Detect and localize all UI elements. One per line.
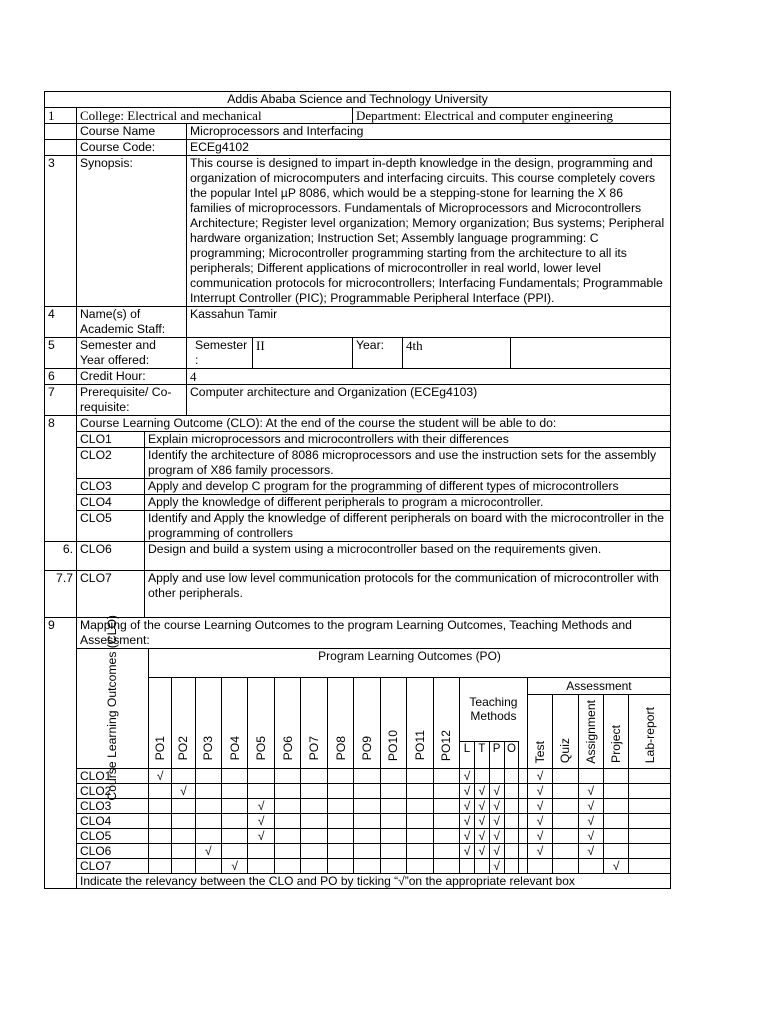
teaching-cell: √ [474, 843, 489, 858]
po-cell: √ [222, 858, 248, 873]
po-cell [327, 783, 353, 798]
po-column-label: PO5 [254, 736, 269, 761]
mapping-heading: Mapping of the course Learning Outcomes to the program Learning Outcomes, Teaching Methods and Assessment: [80, 618, 632, 647]
year-label: Year: [353, 338, 403, 369]
assessment-column-header [527, 695, 552, 769]
clo-row [77, 511, 671, 542]
po-cell [327, 768, 353, 783]
clo-id: CLO7 [77, 571, 145, 618]
po-cell [407, 843, 433, 858]
teaching-cell: √ [489, 843, 504, 858]
spacer-cell [519, 828, 527, 843]
teaching-cell: √ [489, 783, 504, 798]
clo-id: CLO1 [77, 432, 145, 448]
po-cell [222, 813, 248, 828]
clo-section [77, 416, 671, 542]
po-cell [407, 783, 433, 798]
assessment-cell [629, 843, 671, 858]
syllabus-table [44, 91, 671, 889]
po-cell [195, 798, 221, 813]
clo-text: Apply the knowledge of different peripherals to program a microcontroller. [145, 495, 671, 511]
teaching-column-label: P [489, 741, 504, 768]
teaching-cell [474, 768, 489, 783]
department-label: Department: [356, 108, 421, 123]
university-title: Addis Ababa Science and Technology University [45, 92, 671, 108]
po-cell [301, 828, 327, 843]
row-number: 7 [45, 385, 77, 416]
po-cell [301, 783, 327, 798]
department-value: Electrical and computer engineering [424, 108, 614, 123]
po-cell [380, 798, 406, 813]
po-cell [327, 798, 353, 813]
teaching-cell: √ [474, 798, 489, 813]
assessment-cell [553, 828, 578, 843]
row-number: 8 [45, 416, 77, 542]
po-cell [407, 768, 433, 783]
po-column-header [248, 678, 274, 769]
po-cell: √ [172, 783, 195, 798]
clo7-table [76, 570, 671, 618]
spacer-cell [519, 843, 527, 858]
assessment-cell [553, 813, 578, 828]
assessment-cell [578, 768, 603, 783]
teaching-cell: √ [489, 813, 504, 828]
assessment-cell [604, 798, 629, 813]
po-column-label: PO4 [227, 736, 242, 761]
mapping-row [77, 798, 671, 813]
teaching-cell [504, 858, 519, 873]
po-cell [195, 813, 221, 828]
clo-text: Apply and develop C program for the programming of different types of microcontrollers [145, 479, 671, 495]
prereq-value: Computer architecture and Organization (ECEg4103) [187, 385, 671, 416]
po-column-header [148, 678, 171, 769]
po-cell [301, 813, 327, 828]
year-value: 4th [403, 338, 511, 369]
mapping-row [77, 858, 671, 873]
teaching-column-label: O [504, 741, 519, 768]
po-cell [380, 828, 406, 843]
row-number: 6. [45, 542, 77, 571]
credit-label: Credit Hour: [77, 369, 187, 385]
clo-row [77, 448, 671, 479]
clo-table [76, 431, 671, 542]
clo6-table [76, 541, 671, 571]
po-cell [407, 813, 433, 828]
assessment-column-header [629, 695, 671, 769]
po-cell [148, 828, 171, 843]
po-column-label: PO8 [333, 736, 348, 761]
po-cell [248, 783, 274, 798]
po-cell [274, 813, 300, 828]
clo7-cell [77, 571, 671, 618]
mapping-footnote: Indicate the relevancy between the CLO and PO by ticking “√”on the appropriate relevant box [77, 873, 671, 888]
po-column-label: PO10 [386, 729, 401, 761]
po-cell [172, 813, 195, 828]
po-column-header [172, 678, 195, 769]
assessment-cell [553, 768, 578, 783]
clo-text: Design and build a system using a microcontroller based on the requirements given. [145, 542, 671, 571]
staff-value: Kassahun Tamir [187, 307, 671, 338]
po-column-header [354, 678, 380, 769]
college-label: College: [80, 108, 125, 123]
spacer-cell [519, 813, 527, 828]
clo-column-label: Course Learning Outcomes (CLO) [105, 615, 120, 802]
synopsis-label: Synopsis: [77, 156, 187, 307]
po-column-header [380, 678, 406, 769]
po-column-label: PO7 [307, 736, 322, 761]
assessment-cell: √ [527, 783, 552, 798]
assessment-cell [604, 783, 629, 798]
teaching-cell [504, 843, 519, 858]
teaching-cell: √ [474, 783, 489, 798]
po-cell [354, 858, 380, 873]
assessment-cell [629, 768, 671, 783]
mapping-row [77, 768, 671, 783]
po-cell: √ [248, 798, 274, 813]
teaching-cell: √ [489, 828, 504, 843]
po-column-header [407, 678, 433, 769]
teaching-cell [504, 813, 519, 828]
po-cell [222, 843, 248, 858]
mapping-clo-id: CLO4 [77, 813, 149, 828]
teaching-cell [460, 858, 475, 873]
assessment-column-label: Lab-report [642, 707, 657, 764]
spacer-cell [519, 858, 527, 873]
assessment-cell [629, 783, 671, 798]
teaching-cell: √ [460, 843, 475, 858]
po-cell [327, 828, 353, 843]
po-cell [195, 858, 221, 873]
assessment-cell: √ [527, 798, 552, 813]
po-cell [148, 843, 171, 858]
teaching-cell: √ [460, 828, 475, 843]
assessment-cell [527, 858, 552, 873]
assessment-column-label: Quiz [558, 738, 573, 764]
clo-id: CLO3 [77, 479, 145, 495]
po-cell [222, 828, 248, 843]
po-cell [148, 813, 171, 828]
teaching-cell: √ [460, 783, 475, 798]
teaching-cell [489, 768, 504, 783]
assessment-column-header [578, 695, 603, 769]
course-code-value: ECEg4102 [187, 140, 671, 156]
clo-row [77, 479, 671, 495]
row-number: 3 [45, 156, 77, 307]
po-cell [354, 813, 380, 828]
po-cell: √ [248, 813, 274, 828]
po-cell [301, 843, 327, 858]
assessment-cell: √ [527, 768, 552, 783]
po-cell [148, 858, 171, 873]
spacer-cell [519, 798, 527, 813]
assessment-cell [553, 783, 578, 798]
college-cell [77, 108, 353, 124]
teaching-cell [504, 798, 519, 813]
po-column-header [327, 678, 353, 769]
po-cell: √ [148, 768, 171, 783]
clo-id: CLO6 [77, 542, 145, 571]
teaching-cell [504, 783, 519, 798]
clo-row [77, 495, 671, 511]
po-cell: √ [248, 828, 274, 843]
clo-row [77, 571, 671, 618]
clo-text: Apply and use low level communication protocols for the communication of microcontroller with other peripherals. [145, 571, 671, 618]
teaching-cell: √ [474, 813, 489, 828]
assessment-column-label: Project [609, 725, 624, 764]
teaching-spacer [519, 741, 527, 768]
po-cell [407, 858, 433, 873]
assessment-cell: √ [527, 813, 552, 828]
assessment-cell [604, 768, 629, 783]
semester-sublabel: Semester : [187, 338, 253, 369]
po-column-label: PO9 [359, 736, 374, 761]
college-value: Electrical and mechanical [127, 108, 262, 123]
po-cell [407, 828, 433, 843]
po-cell [380, 783, 406, 798]
assessment-cell: √ [578, 828, 603, 843]
clo6-cell [77, 542, 671, 571]
po-cell [172, 768, 195, 783]
prereq-label: Prerequisite/ Co-requisite: [77, 385, 187, 416]
credit-value: 4 [187, 369, 671, 385]
assessment-cell [629, 798, 671, 813]
clo-id: CLO4 [77, 495, 145, 511]
po-cell [327, 858, 353, 873]
po-cell [274, 783, 300, 798]
assessment-column-header [553, 695, 578, 769]
assessment-cell [629, 813, 671, 828]
po-cell [354, 798, 380, 813]
po-column-header [433, 678, 459, 769]
assessment-cell: √ [578, 813, 603, 828]
po-column-header [301, 678, 327, 769]
teaching-title: Teaching Methods [460, 695, 528, 742]
synopsis-text: This course is designed to impart in-depth knowledge in the design, programming and organization of microcomputers and interfacing circuits. This course completely covers the popular Intel µP 8086, which would be a stepping-stone for learning the X 86 families of microprocessors. Fundamentals of Microprocessors and Microcontrollers Architecture; Register level organization; Memory organization; Bus systems; Peripheral hardware organization; Instruction Set; Assembly language programming: C programming; Microcontroller programming starting from the architecture to all its peripherals; Different applications of microcontroller in real world, lower level communication protocols for microcontrollers; Interfacing Fundamentals; Programmable Interrupt Controller (PIC); Programmable Peripheral Interface (PPI). [187, 156, 671, 307]
teaching-cell [474, 858, 489, 873]
po-cell [172, 843, 195, 858]
row-number: 5 [45, 338, 77, 369]
po-cell [380, 843, 406, 858]
po-cell [301, 768, 327, 783]
row-number: 4 [45, 307, 77, 338]
teaching-spacer [460, 678, 528, 695]
mapping-clo-id: CLO7 [77, 858, 149, 873]
po-cell [327, 813, 353, 828]
row-number: 1 [45, 108, 77, 124]
spacer-cell [519, 783, 527, 798]
assessment-cell: √ [578, 783, 603, 798]
assessment-cell [553, 843, 578, 858]
assessment-cell [604, 828, 629, 843]
mapping-clo-id: CLO1 [77, 768, 149, 783]
po-column-header [195, 678, 221, 769]
mapping-clo-id: CLO3 [77, 798, 149, 813]
teaching-cell: √ [489, 798, 504, 813]
assessment-cell [629, 828, 671, 843]
po-cell [248, 858, 274, 873]
course-name-value: Microprocessors and Interfacing [187, 124, 671, 140]
po-cell: √ [195, 843, 221, 858]
po-cell [195, 783, 221, 798]
course-syllabus-form [44, 91, 670, 889]
po-cell [248, 843, 274, 858]
po-column-label: PO2 [176, 736, 191, 761]
department-cell [353, 108, 671, 124]
mapping-clo-id: CLO5 [77, 828, 149, 843]
teaching-cell [504, 768, 519, 783]
po-cell [148, 798, 171, 813]
assessment-cell [578, 858, 603, 873]
mapping-row [77, 843, 671, 858]
po-cell [274, 843, 300, 858]
mapping-clo-id: CLO6 [77, 843, 149, 858]
clo-text: Identify and Apply the knowledge of different peripherals on board with the microcontroller in the programming of controllers [145, 511, 671, 542]
teaching-cell: √ [460, 813, 475, 828]
po-cell [222, 798, 248, 813]
po-column-header [222, 678, 248, 769]
clo-heading: Course Learning Outcome (CLO): At the end of the course the student will be able to do: [80, 416, 557, 430]
po-cell [354, 783, 380, 798]
po-cell [380, 768, 406, 783]
assessment-cell: √ [527, 828, 552, 843]
po-column-label: PO3 [201, 736, 216, 761]
po-cell [433, 843, 459, 858]
assessment-cell: √ [578, 843, 603, 858]
assessment-cell: √ [604, 858, 629, 873]
po-cell [172, 828, 195, 843]
clo-id: CLO5 [77, 511, 145, 542]
course-code-label: Course Code: [77, 140, 187, 156]
spacer-cell [519, 768, 527, 783]
teaching-column-label: L [460, 741, 475, 768]
teaching-cell [504, 828, 519, 843]
po-cell [172, 858, 195, 873]
po-cell [222, 783, 248, 798]
clo-row [77, 432, 671, 448]
assessment-cell [553, 858, 578, 873]
po-cell [248, 768, 274, 783]
po-cell [274, 858, 300, 873]
assessment-cell [629, 858, 671, 873]
assessment-cell [604, 843, 629, 858]
po-cell [433, 798, 459, 813]
mapping-row [77, 783, 671, 798]
po-cell [433, 768, 459, 783]
po-cell [301, 858, 327, 873]
assessment-cell: √ [527, 843, 552, 858]
teaching-cell: √ [489, 858, 504, 873]
assessment-column-header [604, 695, 629, 769]
course-name-label: Course Name [77, 124, 187, 140]
mapping-section [77, 615, 671, 889]
assessment-cell [604, 813, 629, 828]
po-cell [148, 783, 171, 798]
po-cell [380, 858, 406, 873]
po-cell [433, 858, 459, 873]
po-cell [172, 798, 195, 813]
teaching-column-label: T [474, 741, 489, 768]
po-cell [222, 768, 248, 783]
po-column-label: PO6 [280, 736, 295, 761]
row-number: 9 [45, 618, 77, 889]
po-cell [354, 768, 380, 783]
po-cell [433, 828, 459, 843]
teaching-cell: √ [460, 768, 475, 783]
po-column-label: PO1 [153, 736, 168, 761]
assessment-cell: √ [578, 798, 603, 813]
po-cell [327, 843, 353, 858]
po-cell [301, 798, 327, 813]
po-cell [195, 828, 221, 843]
po-cell [274, 828, 300, 843]
po-cell [354, 828, 380, 843]
row-number: 6 [45, 369, 77, 385]
po-column-header [274, 678, 300, 769]
po-title: Program Learning Outcomes (PO) [148, 649, 670, 678]
clo-row [77, 542, 671, 571]
mapping-row [77, 828, 671, 843]
po-cell [274, 768, 300, 783]
staff-label: Name(s) of Academic Staff: [77, 307, 187, 338]
semester-value: II [253, 338, 353, 369]
po-cell [433, 783, 459, 798]
teaching-cell: √ [460, 798, 475, 813]
po-cell [380, 813, 406, 828]
assessment-cell [553, 798, 578, 813]
row-number: 7.7 [45, 571, 77, 618]
clo-id: CLO2 [77, 448, 145, 479]
assessment-title: Assessment [527, 678, 670, 695]
mapping-clo-id: CLO2 [77, 783, 149, 798]
clo-text: Explain microprocessors and microcontrollers with their differences [145, 432, 671, 448]
po-column-label: PO11 [412, 730, 427, 761]
po-cell [195, 768, 221, 783]
semester-label: Semester and Year offered: [77, 338, 187, 369]
assessment-column-label: Test [533, 740, 547, 764]
po-cell [354, 843, 380, 858]
clo-text: Identify the architecture of 8086 microprocessors and use the instruction sets for the assembly program of X86 family processors. [145, 448, 671, 479]
assessment-column-label: Assignment [583, 699, 598, 764]
teaching-cell: √ [474, 828, 489, 843]
po-cell [407, 798, 433, 813]
po-cell [274, 798, 300, 813]
mapping-row [77, 813, 671, 828]
po-column-label: PO12 [439, 729, 454, 761]
po-cell [433, 813, 459, 828]
